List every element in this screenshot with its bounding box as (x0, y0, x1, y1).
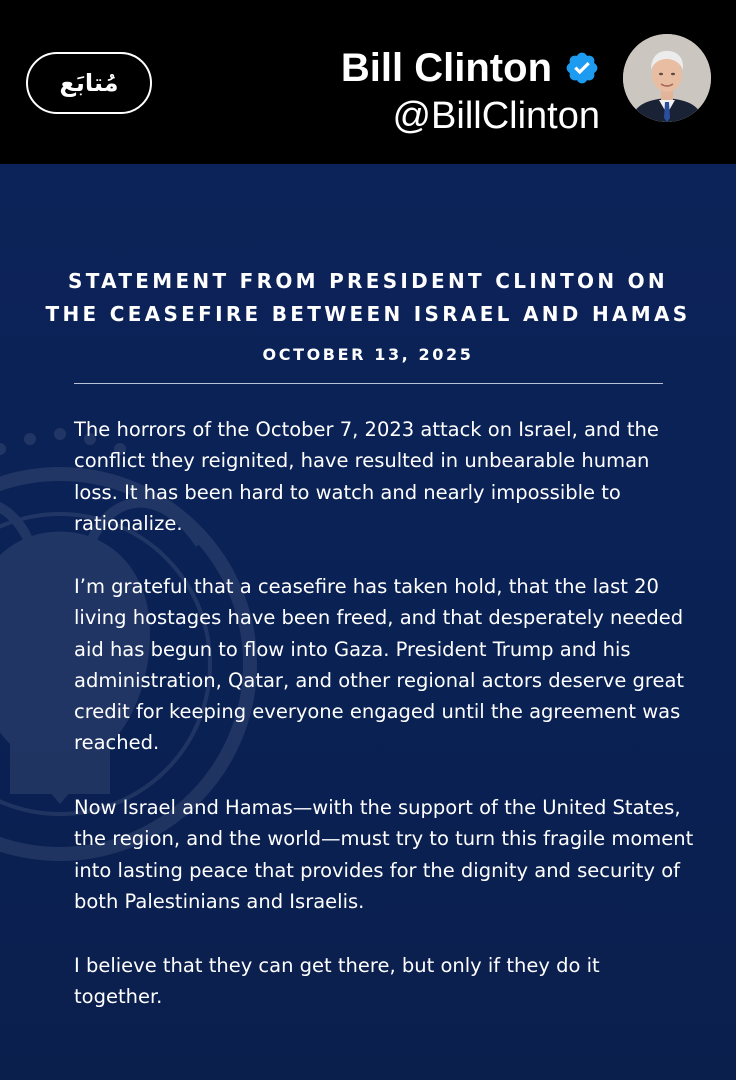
statement-card (0, 164, 736, 1080)
divider (74, 383, 663, 384)
statement-title (0, 265, 736, 331)
display-name-row (341, 40, 600, 96)
user-handle[interactable]: @BillClinton (392, 95, 600, 137)
profile-photo-icon (623, 34, 711, 122)
following-button[interactable]: مُتابَع (26, 52, 152, 114)
statement-title-line2: THE CEASEFIRE BETWEEN ISRAEL AND HAMAS (45, 302, 691, 326)
statement-paragraph-2: I’m grateful that a ceasefire has taken hold, that the last 20 living hostages have been freed, and that desperately needed aid has begun to flow into Gaza. President Trump and his administration, Qatar, and other regional actors deserve great credit for keeping everyone engaged until the agreement was reached. (74, 575, 685, 755)
statement-paragraph-1: The horrors of the October 7, 2023 attack on Israel, and the conflict they reignited, have resulted in unbearable human loss. It has been hard to watch and nearly impossible to rationalize. (74, 418, 659, 535)
statement-date: OCTOBER 13, 2025 (262, 345, 474, 364)
statement-paragraph-3: Now Israel and Hamas—with the support of the United States, the region, and the world—must try to turn this fragile moment into lasting peace that provides for the dignity and security of both Palestinians and Israelis. (74, 796, 694, 913)
display-name[interactable]: Bill Clinton (340, 46, 552, 90)
statement-paragraph-4: I believe that they can get there, but only if they do it together. (74, 954, 600, 1009)
profile-header (0, 0, 736, 164)
statement-title-line1: STATEMENT FROM PRESIDENT CLINTON ON (68, 269, 668, 293)
verified-badge-icon (564, 50, 600, 86)
avatar[interactable] (623, 34, 711, 122)
